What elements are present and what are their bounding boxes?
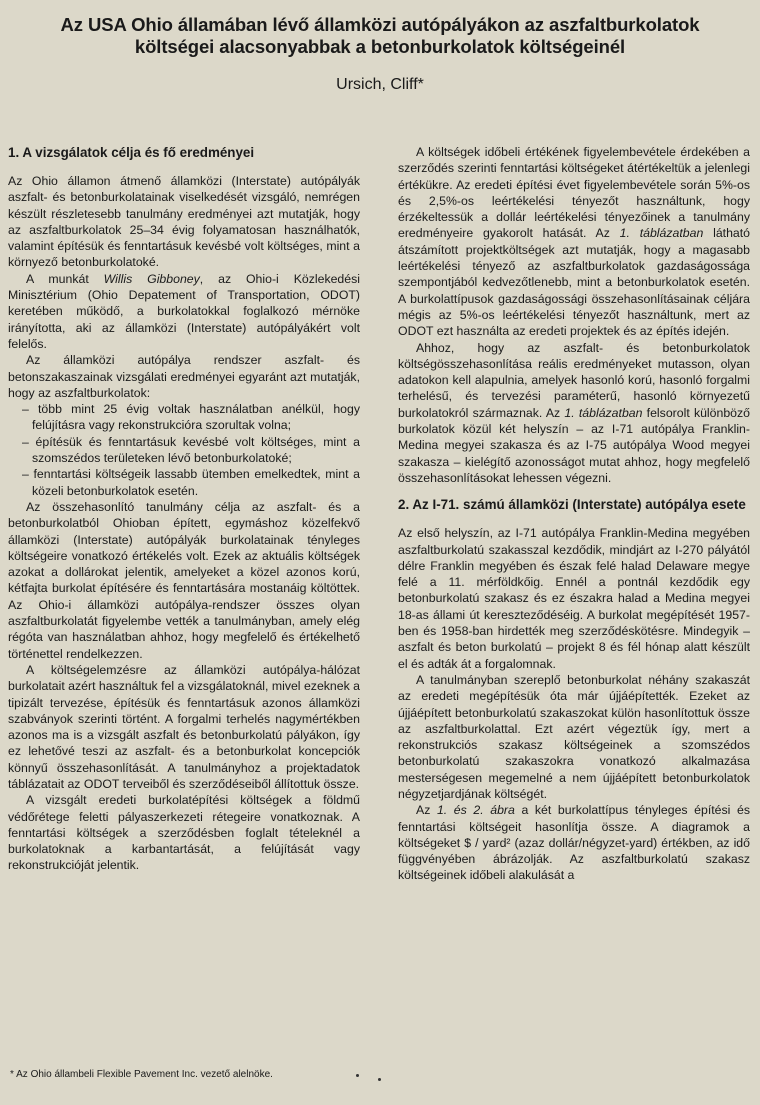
paragraph bbox=[8, 271, 360, 352]
article-author: Ursich, Cliff* bbox=[336, 76, 424, 93]
figure-reference: 1. és 2. ábra bbox=[436, 803, 515, 818]
paragraph: A tanulmányban szereplő betonburkolat néhány szakaszát az eredeti megépítésük óta már újjáépítették. Ezeket az újjáépített betonburkolatú szakaszokat külön hasonlítottuk össze az aszfaltburkolattal. Ezt azért végeztük így, mert a rekonstrukciós szakasz költségeinek a szomszédos betonburkolatú szakaszokra vonatkozó alkalmazása mesterségesen megemelné a nem újjáépített betonburkolatok négyzetjardjának költségét. bbox=[398, 672, 750, 801]
paragraph: Az államközi autópálya rendszer aszfalt- és betonszakaszainak vizsgálati eredményei egyaránt azt mutatják, hogy az aszfaltburkolatok: bbox=[8, 353, 360, 400]
table-reference: 1. táblázatban bbox=[619, 226, 704, 241]
paragraph-text: A munkát bbox=[26, 271, 104, 286]
person-name: Willis Gibboney bbox=[103, 271, 200, 286]
paragraph bbox=[398, 340, 750, 487]
list-item: – fenntartási költségeik lassabb ütemben emelkedtek, mint a közeli betonburkolatok esetén. bbox=[8, 466, 360, 499]
paragraph: Az Ohio államon átmenő államközi (Interstate) autópályák aszfalt- és betonburkolatainak viselkedését vizsgáló, nemrégen készült részletesebb tanulmány eredményei azt mutatják, hogy az aszfaltburkolatok 25–34 évig folyamatosan használhatók, valamint építésük és fenntartásuk kevésbé volt költséges, mint a környező betonburkolatoké. bbox=[8, 174, 360, 270]
paragraph-text: a két burkolattípus tényleges építési és fenntartási költségeit hasonlítja össze. A diagramok a költségeket $ / yard² (azaz dollár/négyzet-yard) értékben, az idő függvényében ábrázolják. Az aszfaltburkolatú szakasz költségeinek időbeli alakulását a bbox=[398, 803, 750, 883]
list-item: – több mint 25 évig voltak használatban anélkül, hogy felújításra vagy rekonstrukcióra szorultak volna; bbox=[8, 401, 360, 434]
paragraph: Az első helyszín, az I-71 autópálya Franklin-Medina megyében aszfaltburkolatú szakasszal kezdődik, mindjárt az I-270 pályától délre Franklin megyében és észak felé halad Delaware megye felé a 11. mérföldkőig. Ennél a pontnál kezdődik egy betonburkolatú szakasz és ez északra halad a Medina megyei 18-as állami út kereszteződéséig. A burkolat megépítését 1957-ben és 1958-ban hirdették meg szerződéskötésre. Mindegyik – aszfalt és beton burkolatú – projekt 8 és fél hónap alatt készült el és adták át a forgalomnak. bbox=[398, 526, 750, 671]
paragraph-text: felsorolt különböző burkolatok közül két helyszín – az I-71 autópálya Franklin-Medina megyei szakasza és az I-75 autópálya Wood megyei szakasza – kielégítő azonosságot mutat ahhoz, hogy megfelelő összehasonlításokat lehessen végezni. bbox=[398, 405, 751, 485]
paragraph-text: Az bbox=[416, 803, 437, 818]
article-title: Az USA Ohio államában lévő államközi autópályákon az aszfaltburkolatok költségei alacsonyabbak a betonburkolatok költségeinél bbox=[60, 14, 700, 57]
section-heading-2: 2. Az I-71. számú államközi (Interstate) autópálya esete bbox=[398, 497, 746, 513]
right-column bbox=[398, 144, 750, 884]
paragraph: A vizsgált eredeti burkolatépítési költségek a földmű védőrétege feletti pályaszerkezeti rétegeire vonatkoznak. A fenntartási költségek a szerződésben foglalt tételeknél a burkolatoknak a karbantartását, a felújítását vagy rekonstrukcióját jelentik. bbox=[8, 793, 360, 873]
table-reference: 1. táblázatban bbox=[564, 405, 643, 420]
scan-speck bbox=[378, 1078, 381, 1081]
paragraph-text: Ahhoz, hogy az aszfalt- és betonburkolatok költségösszehasonlítása reális eredményeket mutasson, olyan adatokon kell alapulnia, amelyek hasonló korú, hasonló forgalmi terhelésű, és tervezési paraméterű, hasonló környezetű burkolatokról származnak. Az bbox=[398, 340, 750, 420]
paragraph-text: A költségek időbeli értékének figyelembevétele érdekében a szerződés szerinti fenntartási költségeket átértékeltük a jelenlegi értékükre. Az eredeti építési évet figyelembevétele során 5%-os és 2,5%-os leértékelési tényezőt használtunk, hogy érzékeltessük a dollár leértékelési tényezőinek a tanulmány eredményeire gyakorolt hatását. Az bbox=[398, 145, 750, 241]
findings-list bbox=[8, 401, 360, 499]
paragraph: A költségelemzésre az államközi autópálya-hálózat burkolatait azért használtuk fel a vizsgálatoknál, mivel ezeknek a tipizált tervezése, építésük és fenntartásuk azonos államközi szabványok szerinti történt. A forgalmi terhelés nagymértékben azonos ma is a vizsgált aszfalt és betonburkolatú pályákon, így ez lehetővé teszi az aszfalt- és a betonburkolat koncepciók könnyű összehasonlítását. A tanulmányhoz a projektadatok táblázatait az ODOT terveiből és szerződéseiből állítottuk össze. bbox=[8, 662, 361, 791]
paragraph bbox=[398, 144, 750, 340]
list-item: – építésük és fenntartásuk kevésbé volt költséges, mint a szomszédos területeken lévő betonburkolatoké; bbox=[8, 434, 360, 467]
paragraph-text: látható átszámított projektköltségek azt mutatják, hogy a magasabb leértékelési tényező az aszfaltburkolatok gazdaságossága szempontjából kedvezőtlenebb, mint a betonburkolatok esetén. A burkolattípusok gazdaságossági összehasonlításainak céljára mégis az 5%-os leértékelési tényezőt használtunk, mert az ODOT ezt használta az eredeti projektek és az építés idején. bbox=[398, 226, 751, 339]
left-column bbox=[8, 144, 360, 874]
footnote: * Az Ohio állambeli Flexible Pavement Inc. vezető alelnöke. bbox=[10, 1069, 273, 1080]
scan-speck bbox=[356, 1074, 359, 1077]
paragraph: Az összehasonlító tanulmány célja az aszfalt- és a betonburkolatból Ohioban épített, egymáshoz közelfekvő államközi (Interstate) autópályák burkolatainak tényleges költségeire vonatkozó értékelés volt. Ezek az aktuális költségek azokat a dollárokat jelentik, amelyeket a közel azonos korú, kétfajta burkolat építésére és fenntartására mostanáig költöttek. Az Ohio-i államközi autópálya-rendszer összes olyan aszfaltburkolatát figyelembe vették a tanulmányban, amely elég régóta van használatban ahhoz, hogy megfelelő és értékelhető történettel rendelkezzen. bbox=[8, 499, 360, 661]
section-heading-1: 1. A vizsgálatok célja és fő eredményei bbox=[8, 145, 255, 160]
paragraph bbox=[398, 802, 750, 883]
paragraph-text: , az Ohio-i Közlekedési Minisztérium (Ohio Depatement of Transportation, ODOT) keretében működő, a burkolatokkal foglalkozó mérnöke irányította, aki az államközi (Interstate) autópályákért volt felelős. bbox=[8, 271, 360, 351]
